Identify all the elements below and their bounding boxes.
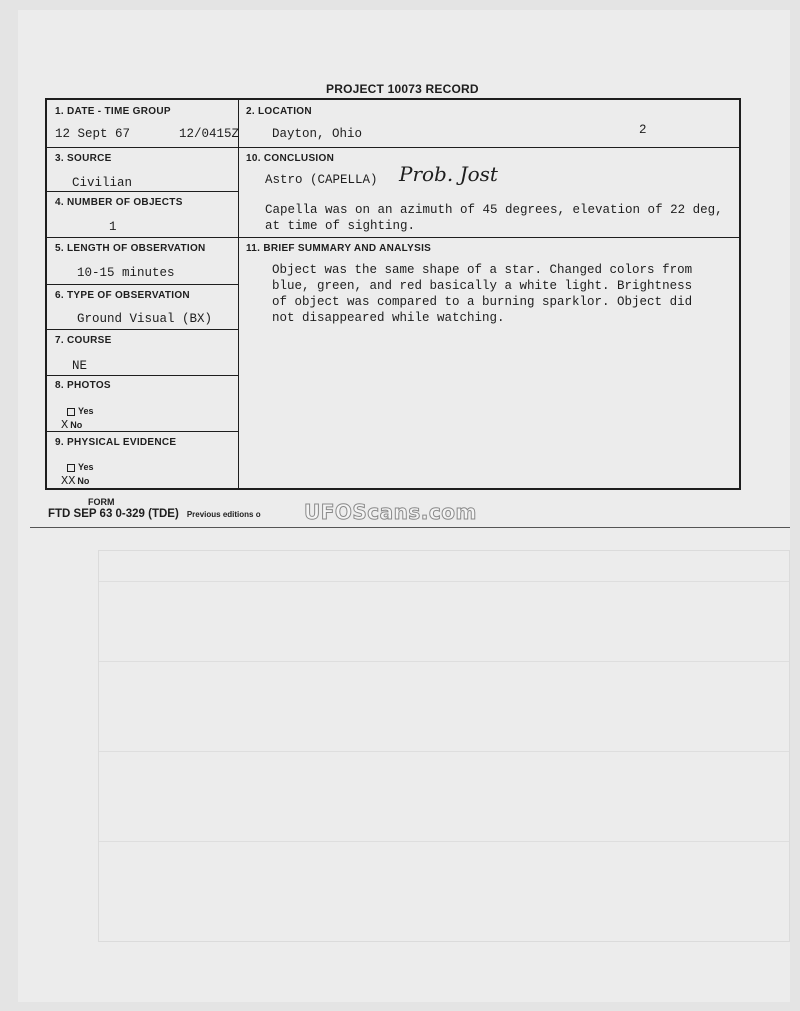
checkbox-icon bbox=[67, 408, 75, 416]
photos-no: X No bbox=[61, 418, 83, 432]
summary-text: Object was the same shape of a star. Changed colors from blue, green, and red basically a white light. Brightness of object was compared to a burning sparklor. Object did not disappeared while watching. bbox=[272, 263, 693, 325]
course-label: 7. COURSE bbox=[55, 335, 112, 346]
bleed-through-form bbox=[98, 550, 790, 942]
type-value: Ground Visual (BX) bbox=[77, 312, 213, 326]
location-label: 2. LOCATION bbox=[246, 106, 312, 117]
number-of-objects-value: 1 bbox=[109, 220, 117, 234]
conclusion-value: Astro (CAPELLA) bbox=[265, 173, 378, 187]
date-time-label: 1. DATE - TIME GROUP bbox=[55, 106, 171, 117]
photos-yes: Yes bbox=[67, 406, 94, 416]
date-value: 12 Sept 67 bbox=[55, 127, 131, 141]
photos-label: 8. PHOTOS bbox=[55, 380, 111, 391]
photos-mark: X bbox=[61, 418, 69, 432]
source-label: 3. SOURCE bbox=[55, 153, 112, 164]
course-value: NE bbox=[72, 359, 88, 373]
conclusion-label: 10. CONCLUSION bbox=[246, 153, 335, 164]
handwritten-annotation: Prob. Jost bbox=[399, 162, 498, 186]
form-label: FORM bbox=[88, 497, 115, 507]
length-value: 10-15 minutes bbox=[77, 266, 175, 280]
time-value: 12/0415Z bbox=[179, 127, 240, 141]
physical-evidence-label: 9. PHYSICAL EVIDENCE bbox=[55, 437, 177, 448]
source-value: Civilian bbox=[72, 176, 133, 190]
summary-label: 11. BRIEF SUMMARY AND ANALYSIS bbox=[246, 243, 432, 254]
previous-editions: Previous editions o bbox=[186, 510, 261, 519]
conclusion-text: Capella was on an azimuth of 45 degrees, elevation of 22 deg, at time of sighting. bbox=[265, 203, 723, 233]
form-id: FTD SEP 63 0-329 (TDE) Previous editions o bbox=[48, 508, 261, 520]
checkbox-icon bbox=[67, 464, 75, 472]
location-number: 2 bbox=[639, 123, 647, 137]
divider bbox=[30, 527, 790, 528]
record-title: PROJECT 10073 RECORD bbox=[326, 82, 479, 96]
watermark: UFOScans.com bbox=[304, 500, 477, 524]
physical-mark: XX bbox=[61, 474, 76, 488]
record-form bbox=[45, 98, 741, 490]
type-label: 6. TYPE OF OBSERVATION bbox=[55, 290, 190, 301]
physical-no: XX No bbox=[61, 474, 90, 488]
number-of-objects-label: 4. NUMBER OF OBJECTS bbox=[55, 197, 183, 208]
location-value: Dayton, Ohio bbox=[272, 127, 363, 141]
length-label: 5. LENGTH OF OBSERVATION bbox=[55, 243, 206, 254]
physical-yes: Yes bbox=[67, 462, 94, 472]
